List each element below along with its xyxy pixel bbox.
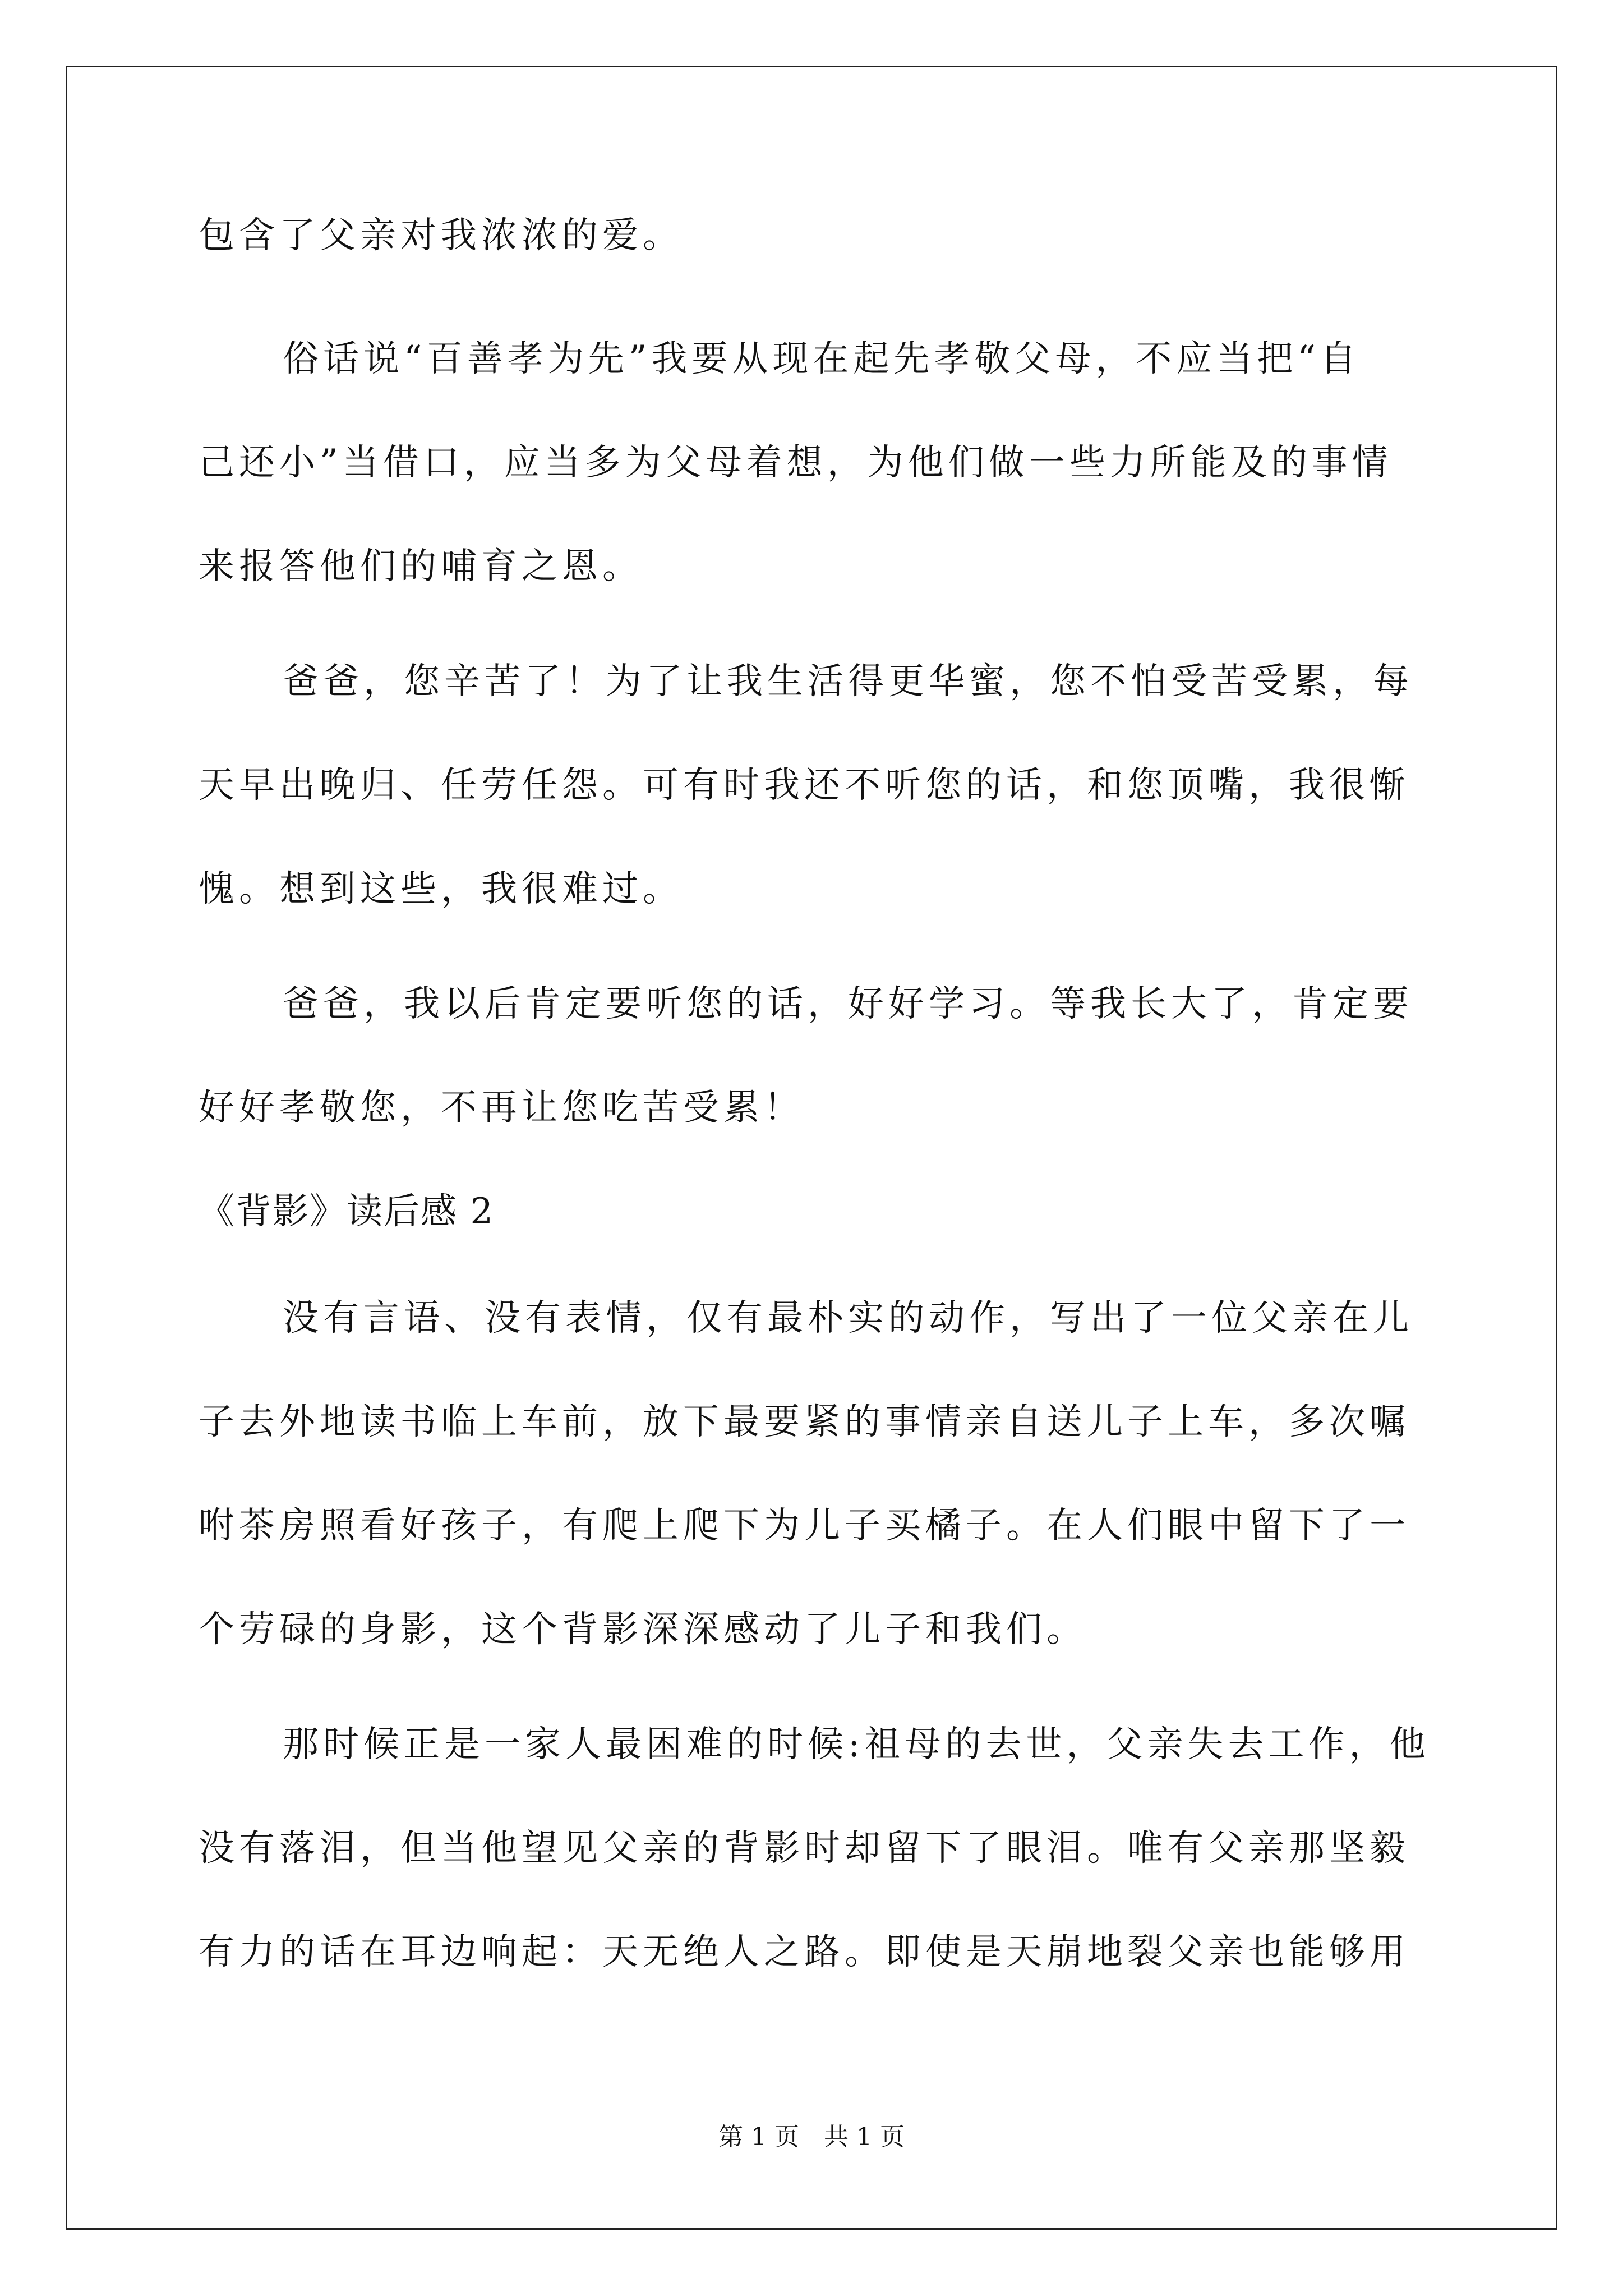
text-line: 包含了父亲对我浓浓的爱。 xyxy=(199,215,683,256)
text-line: 个劳碌的身影，这个背影深深感动了儿子和我们。 xyxy=(199,1609,1087,1650)
text-line: 俗话说“百善孝为先”我要从现在起先孝敬父母，不应当把“自 xyxy=(283,338,1361,380)
text-line: 子去外地读书临上车前，放下最要紧的事情亲自送儿子上车，多次嘱 xyxy=(199,1401,1410,1443)
text-line: 爸爸，您辛苦了！为了让我生活得更华蜜，您不怕受苦受累，每 xyxy=(283,661,1413,702)
text-line: 那时候正是一家人最困难的时候:祖母的去世，父亲失去工作，他 xyxy=(283,1724,1430,1765)
text-line: 好好孝敬您，不再让您吃苦受累！ xyxy=(199,1087,804,1129)
section-heading: 《背影》读后感 2 xyxy=(199,1191,495,1232)
text-line: 天早出晚归、任劳任怨。可有时我还不听您的话，和您顶嘴，我很惭 xyxy=(199,765,1410,806)
text-line: 没有言语、没有表情，仅有最朴实的动作，写出了一位父亲在儿 xyxy=(283,1297,1413,1339)
text-line: 愧。想到这些，我很难过。 xyxy=(199,868,683,910)
page-border xyxy=(66,66,1557,2230)
page-number-footer: 第 1 页 共 1 页 xyxy=(718,2123,905,2151)
text-line: 有力的话在耳边响起：天无绝人之路。即使是天崩地裂父亲也能够用 xyxy=(199,1931,1410,1973)
text-line: 咐茶房照看好孩子，有爬上爬下为儿子买橘子。在人们眼中留下了一 xyxy=(199,1505,1410,1547)
text-line: 爸爸，我以后肯定要听您的话，好好学习。等我长大了，肯定要 xyxy=(283,983,1413,1025)
text-line: 己还小”当借口，应当多为父母着想，为他们做一些力所能及的事情 xyxy=(199,442,1393,484)
text-line: 没有落泪，但当他望见父亲的背影时却留下了眼泪。唯有父亲那坚毅 xyxy=(199,1828,1410,1869)
text-line: 来报答他们的哺育之恩。 xyxy=(199,546,643,587)
